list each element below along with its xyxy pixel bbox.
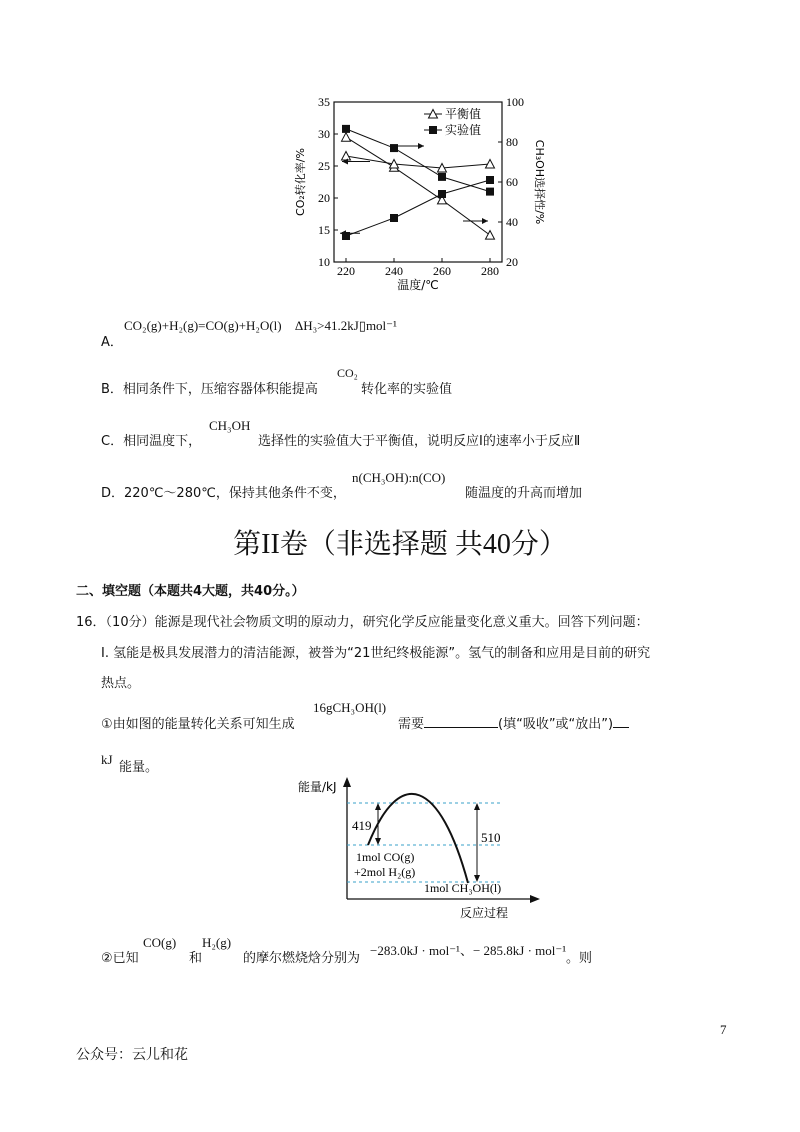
option-d-tail: 随温度的升高而增加 (465, 486, 583, 501)
x-tick-label: 280 (481, 264, 499, 278)
chart-layer (293, 95, 547, 292)
option-c-tail: 选择性的实验值大于平衡值，说明反应Ⅰ的速率小于反应Ⅱ (258, 434, 581, 449)
q16-part1-line2: 热点。 (101, 676, 141, 691)
option-b-formula: CO₂ (337, 366, 358, 380)
option-c-formula: CH₃OH (209, 418, 251, 433)
option-d (101, 482, 346, 501)
y-left-tick-label: 15 (318, 223, 330, 237)
series-line-3 (346, 180, 490, 236)
q16-s2-and: 和 (189, 951, 203, 966)
y-right-axis-title: CH₃OH选择性/% (533, 139, 546, 225)
conversion-selectivity-chart (286, 92, 548, 292)
option-c-label: C．相同温度下， (101, 434, 202, 449)
q16-part1-line1: I. 氢能是极具发展潜力的清洁能源，被誉为“21世纪终极能源”。氢气的制备和应用是目前的研究 (101, 646, 651, 661)
energy-y-arrow (343, 777, 351, 787)
option-b (101, 378, 318, 397)
q16-s1-need: 需要 (398, 717, 425, 732)
reactants-line2: +2mol H₂(g) (354, 865, 416, 879)
y-right-tick-label: 100 (506, 95, 524, 109)
arrow-eq-selectivity-head (418, 143, 424, 149)
option-c (101, 430, 201, 449)
legend-label-equilibrium: 平衡值 (445, 107, 482, 121)
point-equilibrium (486, 231, 495, 240)
energy-diagram (290, 775, 550, 920)
option-d-label: D．220℃～280℃，保持其他条件不变， (101, 486, 346, 501)
option-a-enthalpy: ΔH₃>41.2kJ▯mol⁻¹ (294, 318, 397, 333)
page-number: 7 (720, 1022, 727, 1037)
y-left-tick-label: 10 (318, 255, 330, 269)
y-right-tick-label: 40 (506, 215, 518, 229)
section-title: 第II卷（非选择题 共40分） (233, 529, 567, 560)
q16-s2-mid: 的摩尔燃烧焓分别为 (243, 951, 361, 966)
option-a-label: A． (101, 335, 123, 350)
y-left-tick-label: 30 (318, 127, 330, 141)
energy-ylabel: 能量/kJ (298, 780, 337, 794)
q16-s2-pre: ②已知 (101, 951, 139, 966)
y-left-axis-title: CO₂转化率/% (294, 148, 307, 216)
x-tick-label: 260 (433, 264, 451, 278)
y-right-tick-label: 20 (506, 255, 518, 269)
y-left-tick-label: 35 (318, 95, 330, 109)
reactants-line1: 1mol CO(g) (356, 850, 415, 864)
option-a-formula (124, 318, 397, 334)
gap2-label: 510 (481, 830, 501, 845)
point-experimental (390, 144, 398, 152)
q16-s1-tail: 能量。 (119, 760, 159, 775)
q16-s1-pre: ①由如图的能量转化关系可知生成 (101, 717, 295, 732)
point-experimental (438, 173, 446, 181)
footer-account: 公众号：云儿和花 (76, 1047, 188, 1063)
option-a-equation: CO₂(g)+H₂(g)=CO(g)+H₂O(l) (124, 318, 282, 333)
q16-s1-mid (398, 713, 629, 732)
gap1-label: 419 (352, 818, 372, 833)
legend-label-experimental: 实验值 (445, 123, 482, 137)
point-equilibrium (486, 160, 495, 169)
x-tick-label: 220 (337, 264, 355, 278)
q16-answer-blank-2[interactable] (613, 715, 629, 728)
energy-x-arrow (530, 895, 540, 903)
arrow-exp-selectivity-head (482, 218, 488, 224)
q16-intro: 16．（10分）能源是现代社会物质文明的原动力，研究化学反应能量变化意义重大。回答下列问题： (76, 615, 649, 630)
option-b-label: B．相同条件下，压缩容器体积能提高 (101, 382, 318, 397)
x-tick-label: 240 (385, 264, 403, 278)
option-d-formula: n(CH₃OH):n(CO) (352, 470, 446, 485)
product-label: 1mol CH₃OH(l) (424, 881, 502, 895)
q16-s2-tail: 。则 (566, 951, 593, 966)
series-line-2 (346, 129, 490, 192)
energy-xlabel: 反应过程 (460, 906, 509, 920)
q16-s1-unit: kJ (101, 752, 113, 767)
point-equilibrium (342, 152, 351, 161)
q16-s1-formula: 16gCH₃OH(l) (313, 700, 387, 715)
y-right-tick-label: 80 (506, 135, 518, 149)
legend-marker-experimental (429, 126, 437, 134)
q16-s1-hint: (填“吸收”或“放出”) (498, 717, 614, 732)
point-experimental (486, 176, 494, 184)
option-a (101, 331, 123, 350)
point-equilibrium (342, 133, 351, 142)
option-b-tail: 转化率的实验值 (361, 382, 453, 397)
y-left-tick-label: 20 (318, 191, 330, 205)
q16-answer-blank-1[interactable] (424, 715, 498, 728)
y-right-tick-label: 60 (506, 175, 518, 189)
q16-s2-values: −283.0kJ · mol⁻¹、− 285.8kJ · mol⁻¹ (370, 943, 567, 958)
point-experimental (486, 188, 494, 196)
section-subtitle: 二、填空题（本题共4大题，共40分。） (76, 584, 305, 599)
point-experimental (342, 125, 350, 133)
y-left-tick-label: 25 (318, 159, 330, 173)
q16-s2-h2: H₂(g) (202, 935, 232, 950)
point-experimental (390, 214, 398, 222)
point-experimental (438, 190, 446, 198)
x-axis-title: 温度/℃ (397, 278, 439, 292)
q16-s2-co: CO(g) (143, 935, 177, 950)
